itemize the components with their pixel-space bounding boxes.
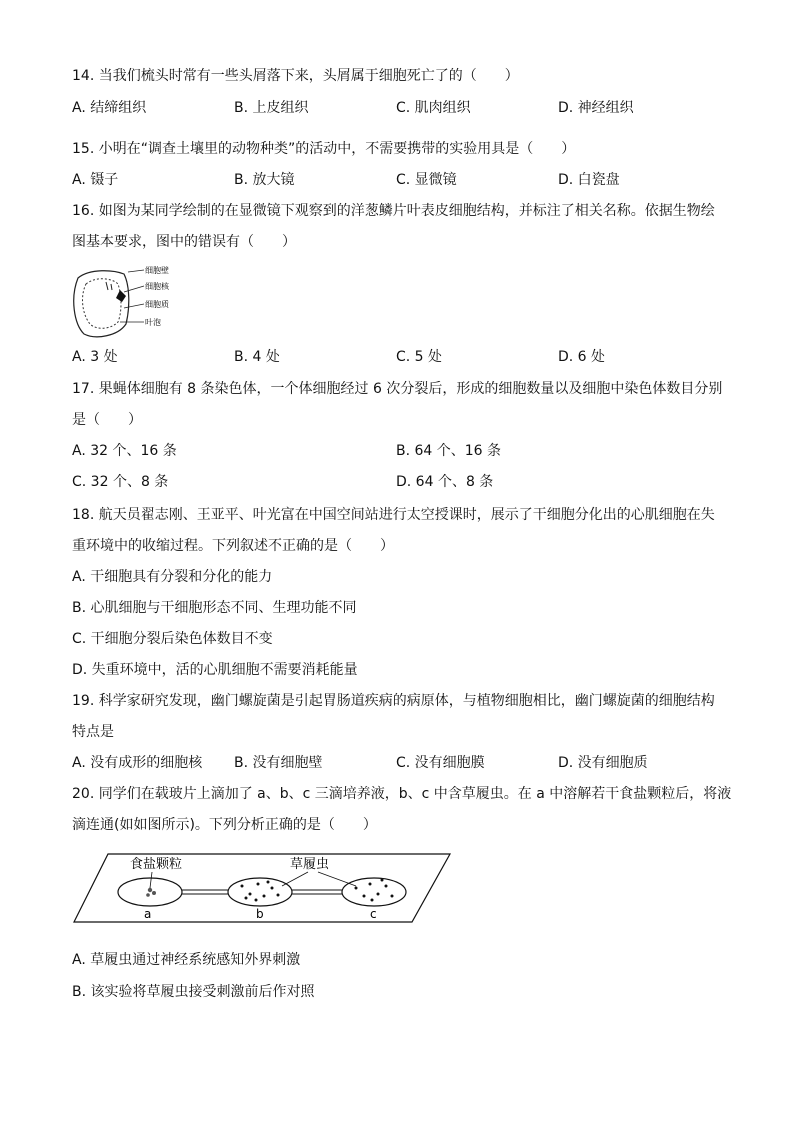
label-paramecium: 草履虫 [290,857,330,872]
label-cell-wall: 细胞壁 [145,266,169,275]
cytoplasm-outline [83,279,121,329]
label-vacuole: 叶泡 [145,318,161,327]
q14-stem: 14. 当我们梳头时常有一些头屑落下来，头屑属于细胞死亡了的（ ） [72,68,519,84]
q17-stem-line2: 是（ ） [72,412,142,428]
q18-stem-line1: 18. 航天员翟志刚、王亚平、叶光富在中国空间站进行太空授课时，展示了干细胞分化出的心肌细胞在失 [72,507,715,523]
nucleus-marks [106,282,112,290]
leader-paramecium-c [318,872,356,886]
q19-stem-line1: 19. 科学家研究发现，幽门螺旋菌是引起胃肠道疾病的病原体，与植物细胞相比，幽门螺旋菌的细胞结构 [72,693,715,709]
q19-option-d[interactable]: D. 没有细胞质 [558,755,648,771]
leader-salt [150,872,152,888]
label-a: a [144,907,152,921]
leader-paramecium-b [282,872,308,886]
q18-option-b[interactable]: B. 心肌细胞与干细胞形态不同、生理功能不同 [72,600,357,616]
leader-cell-wall [128,270,144,272]
q17-option-b[interactable]: B. 64 个、16 条 [396,443,502,459]
q20-stem-line1: 20. 同学们在载玻片上滴加了 a、b、c 三滴培养液，b、c 中含草履虫。在 a 中溶解若干食盐颗粒后，将液 [72,786,732,802]
q16-option-a[interactable]: A. 3 处 [72,349,118,365]
paramecium-dots-c [355,879,394,902]
q16-option-d[interactable]: D. 6 处 [558,349,606,365]
q18-stem-line2: 重环境中的收缩过程。下列叙述不正确的是（ ） [72,538,394,554]
q18-option-a[interactable]: A. 干细胞具有分裂和分化的能力 [72,569,273,585]
q16-stem-line2: 图基本要求，图中的错误有（ ） [72,234,296,250]
q19-option-b[interactable]: B. 没有细胞壁 [234,755,323,771]
q15-stem: 15. 小明在“调查土壤里的动物种类”的活动中，不需要携带的实验用具是（ ） [72,141,576,157]
leader-nucleus [124,286,144,292]
onion-cell-figure [68,264,178,344]
leader-cytoplasm [124,304,144,308]
drop-b [228,878,292,906]
q17-option-d[interactable]: D. 64 个、8 条 [396,474,494,490]
q15-option-d[interactable]: D. 白瓷盘 [558,172,620,188]
q16-option-c[interactable]: C. 5 处 [396,349,443,365]
q16-stem-line1: 16. 如图为某同学绘制的在显微镜下观察到的洋葱鳞片叶表皮细胞结构，并标注了相关名称。依据生物绘 [72,203,715,219]
cell-wall-outline [74,271,129,337]
q18-option-c[interactable]: C. 干细胞分裂后染色体数目不变 [72,631,273,647]
q17-option-c[interactable]: C. 32 个、8 条 [72,474,169,490]
q18-option-d[interactable]: D. 失重环境中，活的心肌细胞不需要消耗能量 [72,662,358,678]
q15-option-a[interactable]: A. 镊子 [72,172,119,188]
q14-option-a[interactable]: A. 结缔组织 [72,100,147,116]
paramecium-dots-b [241,881,280,902]
q19-option-c[interactable]: C. 没有细胞膜 [396,755,485,771]
label-b: b [256,907,264,921]
q15-option-b[interactable]: B. 放大镜 [234,172,295,188]
q17-option-a[interactable]: A. 32 个、16 条 [72,443,177,459]
label-salt: 食盐颗粒 [130,857,183,872]
q15-option-c[interactable]: C. 显微镜 [396,172,457,188]
label-cytoplasm: 细胞质 [145,300,169,309]
q20-option-a[interactable]: A. 草履虫通过神经系统感知外界刺激 [72,952,301,968]
drop-c [342,878,406,906]
salt-grains [146,888,156,897]
q14-option-b[interactable]: B. 上皮组织 [234,100,309,116]
q19-stem-line2: 特点是 [72,724,114,740]
label-nucleus: 细胞核 [145,282,169,291]
q14-option-d[interactable]: D. 神经组织 [558,100,634,116]
label-c: c [370,907,377,921]
q16-option-b[interactable]: B. 4 处 [234,349,280,365]
q14-option-c[interactable]: C. 肌肉组织 [396,100,471,116]
q19-option-a[interactable]: A. 没有成形的细胞核 [72,755,203,771]
q20-option-b[interactable]: B. 该实验将草履虫接受刺激前后作对照 [72,984,315,1000]
q20-stem-line2: 滴连通(如如图所示)。下列分析正确的是（ ） [72,817,377,833]
q17-stem-line1: 17. 果蝇体细胞有 8 条染色体，一个体细胞经过 6 次分裂后，形成的细胞数量以及细胞中染色体数目分别 [72,381,723,397]
paramecium-slide-figure [70,850,454,926]
